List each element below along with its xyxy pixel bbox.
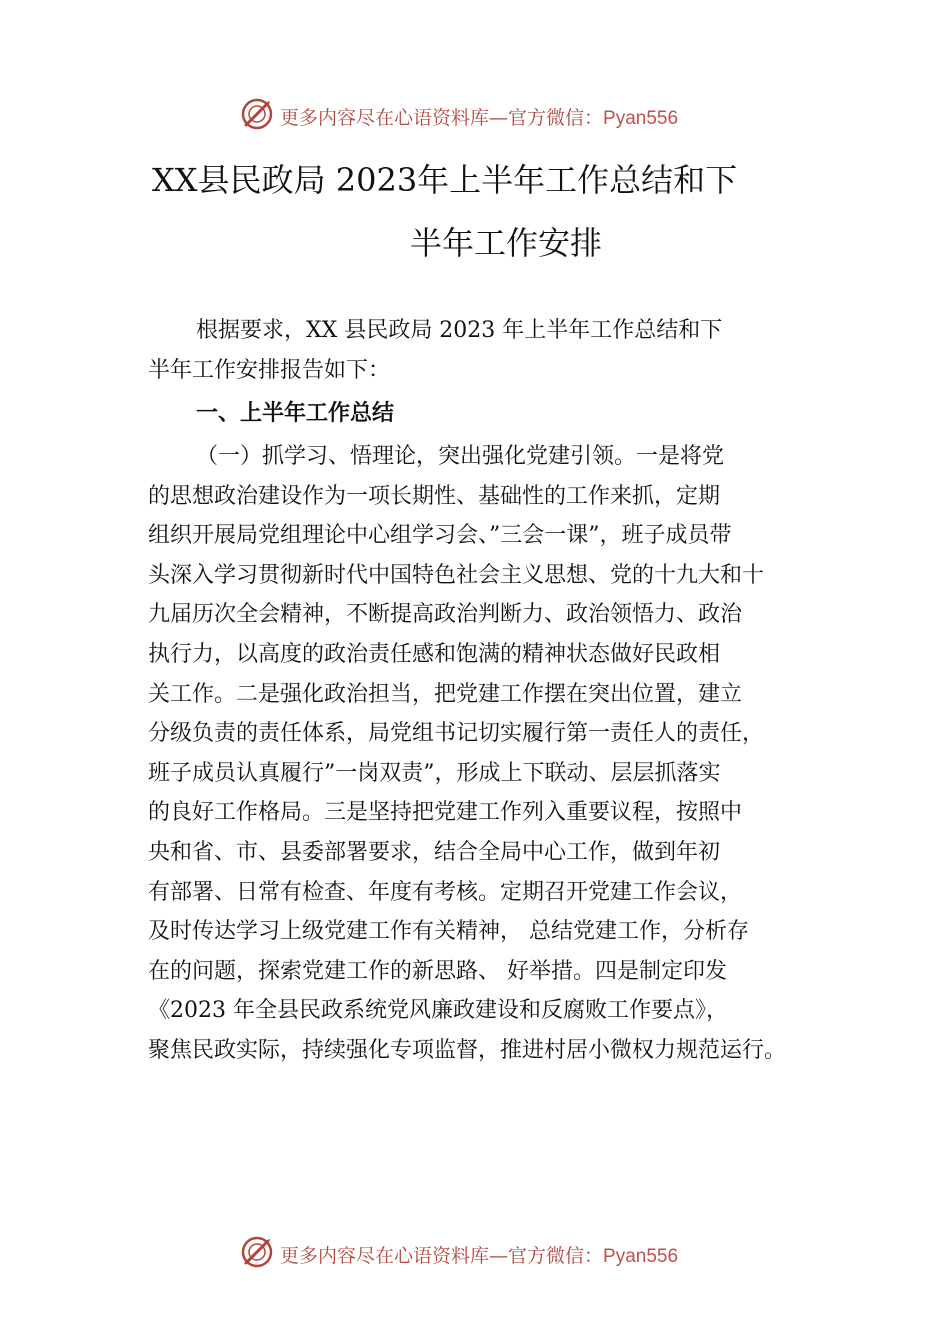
body-line: 聚焦民政实际，持续强化专项监督，推进村居小微权力规范运行。 — [148, 1037, 787, 1063]
document-title-line-1: XX县民政局 2023年上半年工作总结和下 — [152, 161, 738, 199]
body-line: 的思想政治建设作为一项长期性、基础性的工作来抓，定期 — [148, 483, 721, 509]
body-line: 分级负责的责任体系，局党组书记切实履行第一责任人的责任， — [148, 721, 765, 747]
brand-logo-icon — [240, 1235, 274, 1269]
body-line: 头深入学习贯彻新时代中国特色社会主义思想、党的十九大和十 — [148, 562, 765, 588]
body-line: 的良好工作格局。三是坚持把党建工作列入重要议程，按照中 — [148, 800, 743, 826]
watermark-text — [280, 103, 678, 130]
body-line: 在的问题，探索党建工作的新思路、 好举措。四是制定印发 — [148, 958, 727, 984]
body-paragraph — [148, 437, 838, 1071]
body-line: 关工作。二是强化政治担当，把党建工作摆在突出位置，建立 — [148, 681, 743, 707]
body-line: （一）抓学习、悟理论，突出强化党建引领。一是将党 — [196, 444, 725, 469]
body-line: 央和省、市、县委部署要求，结合全局中心工作，做到年初 — [148, 839, 721, 865]
intro-line: 半年工作安排报告如下： — [148, 357, 391, 383]
document-title-line-2: 半年工作安排 — [410, 224, 603, 262]
watermark-wechat-id: Pyan556 — [603, 1246, 679, 1267]
body-line: 组织开展局党组理论中心组学习会、”三会一课”，班子成员带 — [148, 523, 732, 549]
section-heading: 一、上半年工作总结 — [196, 401, 395, 426]
body-line: 《2023 年全县民政系统党风廉政建设和反腐败工作要点》， — [148, 998, 728, 1024]
intro-paragraph — [148, 311, 838, 390]
body-line: 班子成员认真履行”一岗双责”，形成上下联动、层层抓落实 — [148, 760, 721, 786]
body-line: 执行力，以高度的政治责任感和饱满的精神状态做好民政相 — [148, 641, 721, 667]
brand-logo-icon — [240, 97, 274, 131]
watermark-wechat-id: Pyan556 — [603, 108, 679, 129]
watermark-text — [280, 1241, 678, 1268]
watermark-banner-top — [0, 95, 950, 135]
watermark-label: 更多内容尽在心语资料库—官方微信： — [280, 1245, 604, 1267]
watermark-banner-bottom — [0, 1233, 950, 1273]
body-line: 九届历次全会精神，不断提高政治判断力、政治领悟力、政治 — [148, 602, 743, 628]
intro-line: 根据要求，XX 县民政局 2023 年上半年工作总结和下 — [196, 318, 723, 343]
body-line: 及时传达学习上级党建工作有关精神， 总结党建工作，分析存 — [148, 919, 749, 945]
watermark-label: 更多内容尽在心语资料库—官方微信： — [280, 107, 604, 129]
body-line: 有部署、日常有检查、年度有考核。定期召开党建工作会议， — [148, 879, 743, 905]
